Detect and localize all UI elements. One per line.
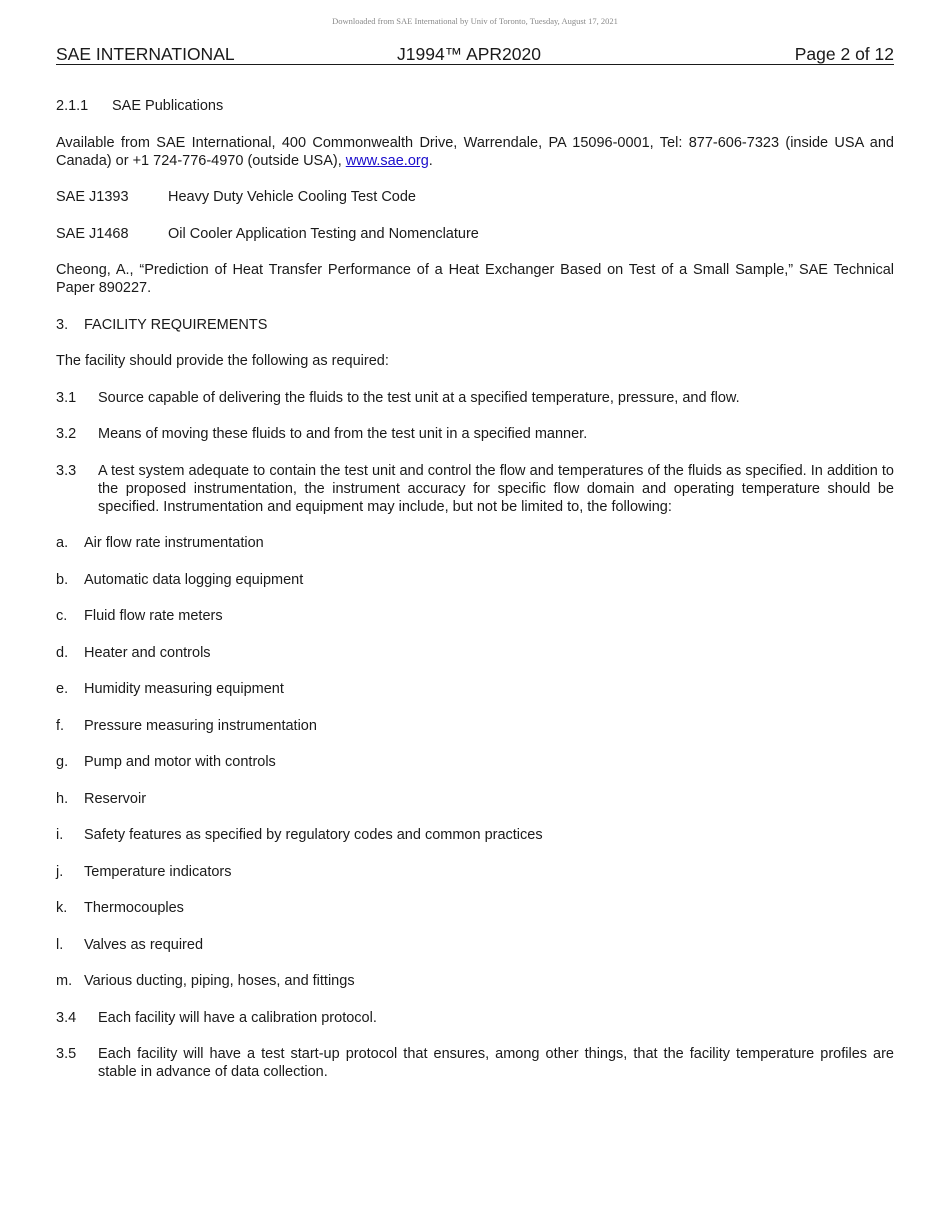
- facility-intro: The facility should provide the following as required:: [56, 353, 389, 369]
- reference-row: [56, 188, 894, 206]
- document-body: [56, 97, 894, 1100]
- clause-3-4: [56, 1009, 894, 1027]
- availability-text: Available from SAE International, 400 Commonwealth Drive, Warrendale, PA 15096-0001, Tel: 877-606-7323 (inside USA and Canada) or +1 724-776-4970 (outside USA),: [56, 134, 894, 169]
- list-item-label: b.: [56, 571, 69, 588]
- list-item-text: Pressure measuring instrumentation: [84, 717, 317, 734]
- section-heading-2-1-1: [56, 97, 894, 115]
- clause-number: 3.2: [56, 426, 77, 442]
- list-item-text: Thermocouples: [84, 900, 184, 916]
- list-item: [56, 753, 894, 771]
- list-item: [56, 790, 894, 808]
- list-item-label: a.: [56, 535, 69, 551]
- reference-code: SAE J1393: [56, 189, 129, 205]
- clause-3-1: [56, 389, 894, 407]
- list-item-text: Valves as required: [84, 936, 204, 953]
- list-item-text: Air flow rate instrumentation: [84, 535, 264, 551]
- clause-number: 3.5: [56, 1046, 77, 1062]
- list-item-label: i.: [56, 827, 64, 843]
- section-number: 2.1.1: [56, 98, 89, 114]
- list-item-text: Automatic data logging equipment: [84, 571, 304, 588]
- list-item-label: l.: [56, 936, 64, 953]
- list-item: [56, 680, 894, 698]
- clause-text: Each facility will have a test start-up protocol that ensures, among other things, that the facility temperature profiles are stable in advance of data collection.: [98, 1046, 894, 1080]
- list-item: [56, 972, 894, 990]
- list-item-label: d.: [56, 644, 69, 661]
- list-item-label: g.: [56, 754, 69, 770]
- list-item: [56, 936, 894, 954]
- list-item-text: Reservoir: [84, 790, 147, 807]
- list-item-text: Heater and controls: [84, 644, 211, 661]
- list-item-label: j.: [56, 863, 64, 880]
- list-item-label: c.: [56, 608, 68, 624]
- list-item-label: h.: [56, 790, 69, 807]
- list-item-text: Pump and motor with controls: [84, 754, 276, 770]
- citation-paragraph: Cheong, A., “Prediction of Heat Transfer Performance of a Heat Exchanger Based on Test of a Small Sample,” SAE Technical Paper 890227.: [56, 262, 894, 296]
- section-number: 3.: [56, 316, 69, 333]
- availability-period: .: [428, 152, 433, 169]
- clause-3-2: [56, 425, 894, 443]
- list-item-text: Safety features as specified by regulatory codes and common practices: [84, 827, 543, 843]
- clause-number: 3.1: [56, 389, 77, 406]
- list-item: [56, 534, 894, 552]
- list-item: [56, 863, 894, 881]
- list-item-label: m.: [56, 973, 73, 989]
- header-page-number: Page 2 of 12: [794, 44, 894, 64]
- download-watermark: Downloaded from SAE International by Univ of Toronto, Tuesday, August 17, 2021: [332, 16, 618, 26]
- list-item-label: e.: [56, 681, 69, 697]
- page-header: [56, 44, 894, 65]
- clause-number: 3.4: [56, 1009, 77, 1026]
- clause-text: Source capable of delivering the fluids to the test unit at a specified temperature, pressure, and flow.: [98, 389, 740, 406]
- header-org: SAE INTERNATIONAL: [56, 44, 235, 64]
- clause-3-5: [56, 1045, 894, 1081]
- clause-number: 3.3: [56, 462, 77, 479]
- list-item: [56, 717, 894, 735]
- clause-text: Each facility will have a calibration protocol.: [98, 1009, 377, 1026]
- clause-text: Means of moving these fluids to and from the test unit in a specified manner.: [98, 426, 588, 442]
- clause-text: A test system adequate to contain the test unit and control the flow and temperatures of the fluids as specified. In addition to the proposed instrumentation, the instrument accuracy for specific flow domain and operating temperature should be specified. Instrumentation and equipment may include, but not be limited to, the following:: [98, 462, 894, 515]
- list-item: [56, 826, 894, 844]
- list-item: [56, 607, 894, 625]
- list-item-text: Temperature indicators: [84, 863, 232, 880]
- section-title: SAE Publications: [112, 98, 224, 114]
- list-item-text: Humidity measuring equipment: [84, 681, 284, 697]
- section-title: FACILITY REQUIREMENTS: [84, 316, 268, 333]
- list-item: [56, 571, 894, 589]
- sae-website-link[interactable]: www.sae.org: [345, 152, 429, 169]
- reference-code: SAE J1468: [56, 225, 129, 242]
- clause-3-3: [56, 462, 894, 516]
- list-item: [56, 644, 894, 662]
- list-item-text: Fluid flow rate meters: [84, 608, 223, 624]
- list-item: [56, 899, 894, 917]
- header-doc-id: J1994™ APR2020: [397, 44, 541, 64]
- list-item-label: f.: [56, 717, 65, 734]
- list-item-text: Various ducting, piping, hoses, and fittings: [84, 973, 355, 989]
- availability-paragraph: [56, 134, 894, 170]
- section-heading-3: [56, 316, 894, 334]
- reference-title: Oil Cooler Application Testing and Nomenclature: [168, 225, 479, 242]
- list-item-label: k.: [56, 900, 68, 916]
- reference-title: Heavy Duty Vehicle Cooling Test Code: [168, 189, 416, 205]
- reference-row: [56, 225, 894, 243]
